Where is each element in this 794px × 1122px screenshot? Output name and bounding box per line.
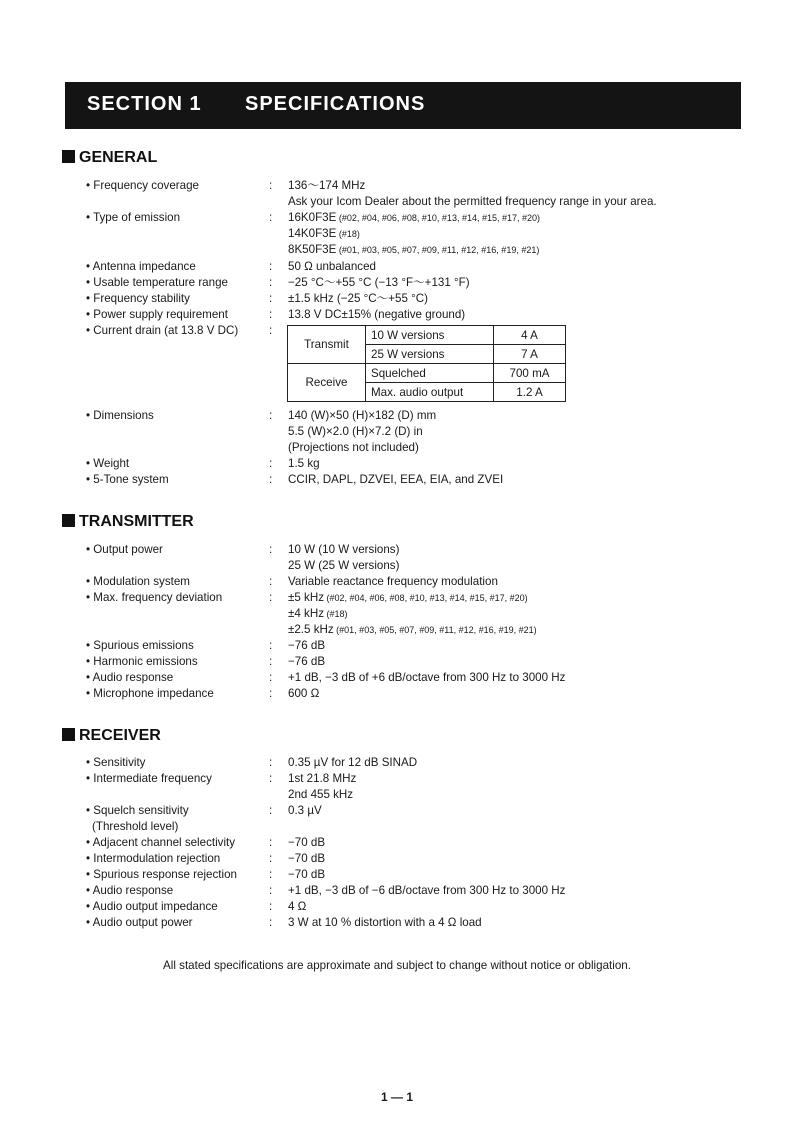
colon: : bbox=[269, 772, 273, 785]
channel-note: (#01, #03, #05, #07, #09, #11, #12, #16, #19, #21) bbox=[333, 625, 537, 635]
spec-label: • Current drain (at 13.8 V DC) bbox=[86, 324, 239, 337]
spec-type-of-emission bbox=[0, 210, 794, 226]
colon: : bbox=[269, 179, 273, 192]
spec-tx-audio-response bbox=[0, 670, 794, 686]
spec-antenna-impedance bbox=[0, 259, 794, 275]
section-number: SECTION 1 bbox=[87, 93, 202, 115]
colon: : bbox=[269, 671, 273, 684]
spec-output-power bbox=[0, 542, 794, 558]
colon: : bbox=[269, 292, 273, 305]
general-heading: GENERAL bbox=[62, 149, 157, 167]
spec-usable-temperature-range bbox=[0, 275, 794, 291]
square-bullet-icon bbox=[62, 150, 75, 163]
colon: : bbox=[269, 836, 273, 849]
spec-weight bbox=[0, 456, 794, 472]
colon: : bbox=[269, 900, 273, 913]
spec-label-note: (Threshold level) bbox=[92, 820, 179, 833]
spec-power-supply-requirement bbox=[0, 307, 794, 323]
colon: : bbox=[269, 756, 273, 769]
spec-label: • Sensitivity bbox=[86, 756, 146, 769]
spec-spurious-response-rejection bbox=[0, 867, 794, 883]
spec-value: 0.3 µV bbox=[288, 804, 322, 817]
colon: : bbox=[269, 308, 273, 321]
spec-value: −76 dB bbox=[288, 655, 326, 668]
spec-label: • Audio output power bbox=[86, 916, 193, 929]
colon: : bbox=[269, 409, 273, 422]
emission-code: 8K50F3E bbox=[288, 243, 337, 256]
colon: : bbox=[269, 211, 273, 224]
colon: : bbox=[269, 324, 273, 337]
deviation-value: ±2.5 kHz bbox=[288, 623, 334, 636]
channel-note: (#18) bbox=[336, 229, 360, 239]
channel-note: (#01, #03, #05, #07, #09, #11, #12, #16, #19, #21) bbox=[336, 245, 540, 255]
spec-label: • Power supply requirement bbox=[86, 308, 228, 321]
table-cell-condition: Max. audio output bbox=[366, 383, 494, 402]
spec-label: • Output power bbox=[86, 543, 163, 556]
colon: : bbox=[269, 916, 273, 929]
table-cell-value: 4 A bbox=[494, 326, 566, 345]
spec-value-note: Ask your Icom Dealer about the permitted frequency range in your area. bbox=[288, 195, 657, 208]
table-cell-mode: Transmit bbox=[288, 326, 366, 364]
square-bullet-icon bbox=[62, 514, 75, 527]
channel-note: (#02, #04, #06, #08, #10, #13, #14, #15, #17, #20) bbox=[336, 213, 541, 223]
colon: : bbox=[269, 457, 273, 470]
disclaimer: All stated specifications are approximate and subject to change without notice or obligation. bbox=[163, 959, 631, 972]
spec-spurious-emissions bbox=[0, 638, 794, 654]
colon: : bbox=[269, 655, 273, 668]
spec-label: • Squelch sensitivity bbox=[86, 804, 189, 817]
colon: : bbox=[269, 884, 273, 897]
spec-label: • Adjacent channel selectivity bbox=[86, 836, 236, 849]
colon: : bbox=[269, 543, 273, 556]
spec-sensitivity bbox=[0, 755, 794, 771]
spec-label: • Microphone impedance bbox=[86, 687, 214, 700]
spec-audio-output-impedance bbox=[0, 899, 794, 915]
spec-label: • Harmonic emissions bbox=[86, 655, 198, 668]
table-cell-value: 700 mA bbox=[494, 364, 566, 383]
spec-value: 136～174 MHz bbox=[288, 179, 366, 192]
spec-value: 140 (W)×50 (H)×182 (D) mm bbox=[288, 409, 437, 422]
spec-dimensions bbox=[0, 408, 794, 424]
spec-intermediate-frequency bbox=[0, 771, 794, 787]
colon: : bbox=[269, 687, 273, 700]
section-banner bbox=[65, 82, 741, 129]
spec-value: 5.5 (W)×2.0 (H)×7.2 (D) in bbox=[288, 425, 423, 438]
spec-label: • Type of emission bbox=[86, 211, 181, 224]
table-cell-condition: 25 W versions bbox=[366, 345, 494, 364]
table-row bbox=[288, 364, 566, 383]
spec-value: 25 W (25 W versions) bbox=[288, 559, 400, 572]
table-cell-condition: Squelched bbox=[366, 364, 494, 383]
page-title: SPECIFICATIONS bbox=[245, 93, 426, 115]
spec-label: • Spurious emissions bbox=[86, 639, 194, 652]
spec-modulation-system bbox=[0, 574, 794, 590]
spec-microphone-impedance bbox=[0, 686, 794, 702]
spec-label: • Dimensions bbox=[86, 409, 154, 422]
emission-code: 16K0F3E bbox=[288, 211, 337, 224]
colon: : bbox=[269, 276, 273, 289]
current-drain-table bbox=[287, 325, 566, 402]
channel-note: (#02, #04, #06, #08, #10, #13, #14, #15, #17, #20) bbox=[324, 593, 528, 603]
spec-value: −25 °C～+55 °C (−13 °F～+131 °F) bbox=[288, 276, 470, 289]
spec-value: −76 dB bbox=[288, 639, 326, 652]
spec-label: • Audio response bbox=[86, 884, 174, 897]
spec-value: 0.35 µV for 12 dB SINAD bbox=[288, 756, 418, 769]
spec-label: • Spurious response rejection bbox=[86, 868, 237, 881]
table-cell-mode: Receive bbox=[288, 364, 366, 402]
colon: : bbox=[269, 852, 273, 865]
emission-code: 14K0F3E bbox=[288, 227, 337, 240]
spec-label: • Max. frequency deviation bbox=[86, 591, 223, 604]
spec-frequency-coverage bbox=[0, 178, 794, 194]
spec-value: +1 dB, −3 dB of +6 dB/octave from 300 Hz to 3000 Hz bbox=[288, 671, 566, 684]
spec-value: 1.5 kg bbox=[288, 457, 320, 470]
spec-label: • Usable temperature range bbox=[86, 276, 228, 289]
spec-value: 2nd 455 kHz bbox=[288, 788, 354, 801]
spec-value: −70 dB bbox=[288, 868, 326, 881]
spec-label: • Intermediate frequency bbox=[86, 772, 212, 785]
spec-5-tone-system bbox=[0, 472, 794, 488]
spec-rx-audio-response bbox=[0, 883, 794, 899]
spec-label: • Modulation system bbox=[86, 575, 190, 588]
spec-harmonic-emissions bbox=[0, 654, 794, 670]
spec-value-note: (Projections not included) bbox=[288, 441, 419, 454]
spec-value: +1 dB, −3 dB of −6 dB/octave from 300 Hz to 3000 Hz bbox=[288, 884, 566, 897]
receiver-heading: RECEIVER bbox=[62, 727, 161, 745]
page-number: 1 — 1 bbox=[380, 1090, 413, 1104]
spec-label: • Frequency stability bbox=[86, 292, 190, 305]
transmitter-heading: TRANSMITTER bbox=[62, 513, 194, 531]
spec-frequency-stability bbox=[0, 291, 794, 307]
colon: : bbox=[269, 575, 273, 588]
spec-label: • Weight bbox=[86, 457, 130, 470]
spec-value: 1st 21.8 MHz bbox=[288, 772, 357, 785]
table-cell-condition: 10 W versions bbox=[366, 326, 494, 345]
deviation-value: ±5 kHz bbox=[288, 591, 324, 604]
spec-label: • Audio output impedance bbox=[86, 900, 218, 913]
colon: : bbox=[269, 473, 273, 486]
spec-value: CCIR, DAPL, DZVEI, EEA, EIA, and ZVEI bbox=[288, 473, 504, 486]
square-bullet-icon bbox=[62, 728, 75, 741]
spec-squelch-sensitivity bbox=[0, 803, 794, 819]
spec-label: • Frequency coverage bbox=[86, 179, 199, 192]
spec-value: 3 W at 10 % distortion with a 4 Ω load bbox=[288, 916, 482, 929]
spec-value: 13.8 V DC±15% (negative ground) bbox=[288, 308, 466, 321]
table-cell-value: 7 A bbox=[494, 345, 566, 364]
spec-value: ±1.5 kHz (−25 °C～+55 °C) bbox=[288, 292, 428, 305]
spec-max-frequency-deviation bbox=[0, 590, 794, 606]
spec-value: 50 Ω unbalanced bbox=[288, 260, 376, 273]
table-cell-value: 1.2 A bbox=[494, 383, 566, 402]
spec-value: −70 dB bbox=[288, 836, 326, 849]
spec-value: 10 W (10 W versions) bbox=[288, 543, 400, 556]
spec-value: 4 Ω bbox=[288, 900, 307, 913]
spec-audio-output-power bbox=[0, 915, 794, 931]
spec-value: 600 Ω bbox=[288, 687, 320, 700]
deviation-value: ±4 kHz bbox=[288, 607, 324, 620]
spec-adjacent-channel-selectivity bbox=[0, 835, 794, 851]
spec-value: −70 dB bbox=[288, 852, 326, 865]
colon: : bbox=[269, 639, 273, 652]
spec-label: • Antenna impedance bbox=[86, 260, 196, 273]
colon: : bbox=[269, 591, 273, 604]
colon: : bbox=[269, 804, 273, 817]
spec-label: • Audio response bbox=[86, 671, 174, 684]
spec-value: Variable reactance frequency modulation bbox=[288, 575, 498, 588]
colon: : bbox=[269, 260, 273, 273]
channel-note: (#18) bbox=[324, 609, 348, 619]
spec-label: • Intermodulation rejection bbox=[86, 852, 221, 865]
spec-intermodulation-rejection bbox=[0, 851, 794, 867]
colon: : bbox=[269, 868, 273, 881]
spec-label: • 5-Tone system bbox=[86, 473, 169, 486]
table-row bbox=[288, 326, 566, 345]
